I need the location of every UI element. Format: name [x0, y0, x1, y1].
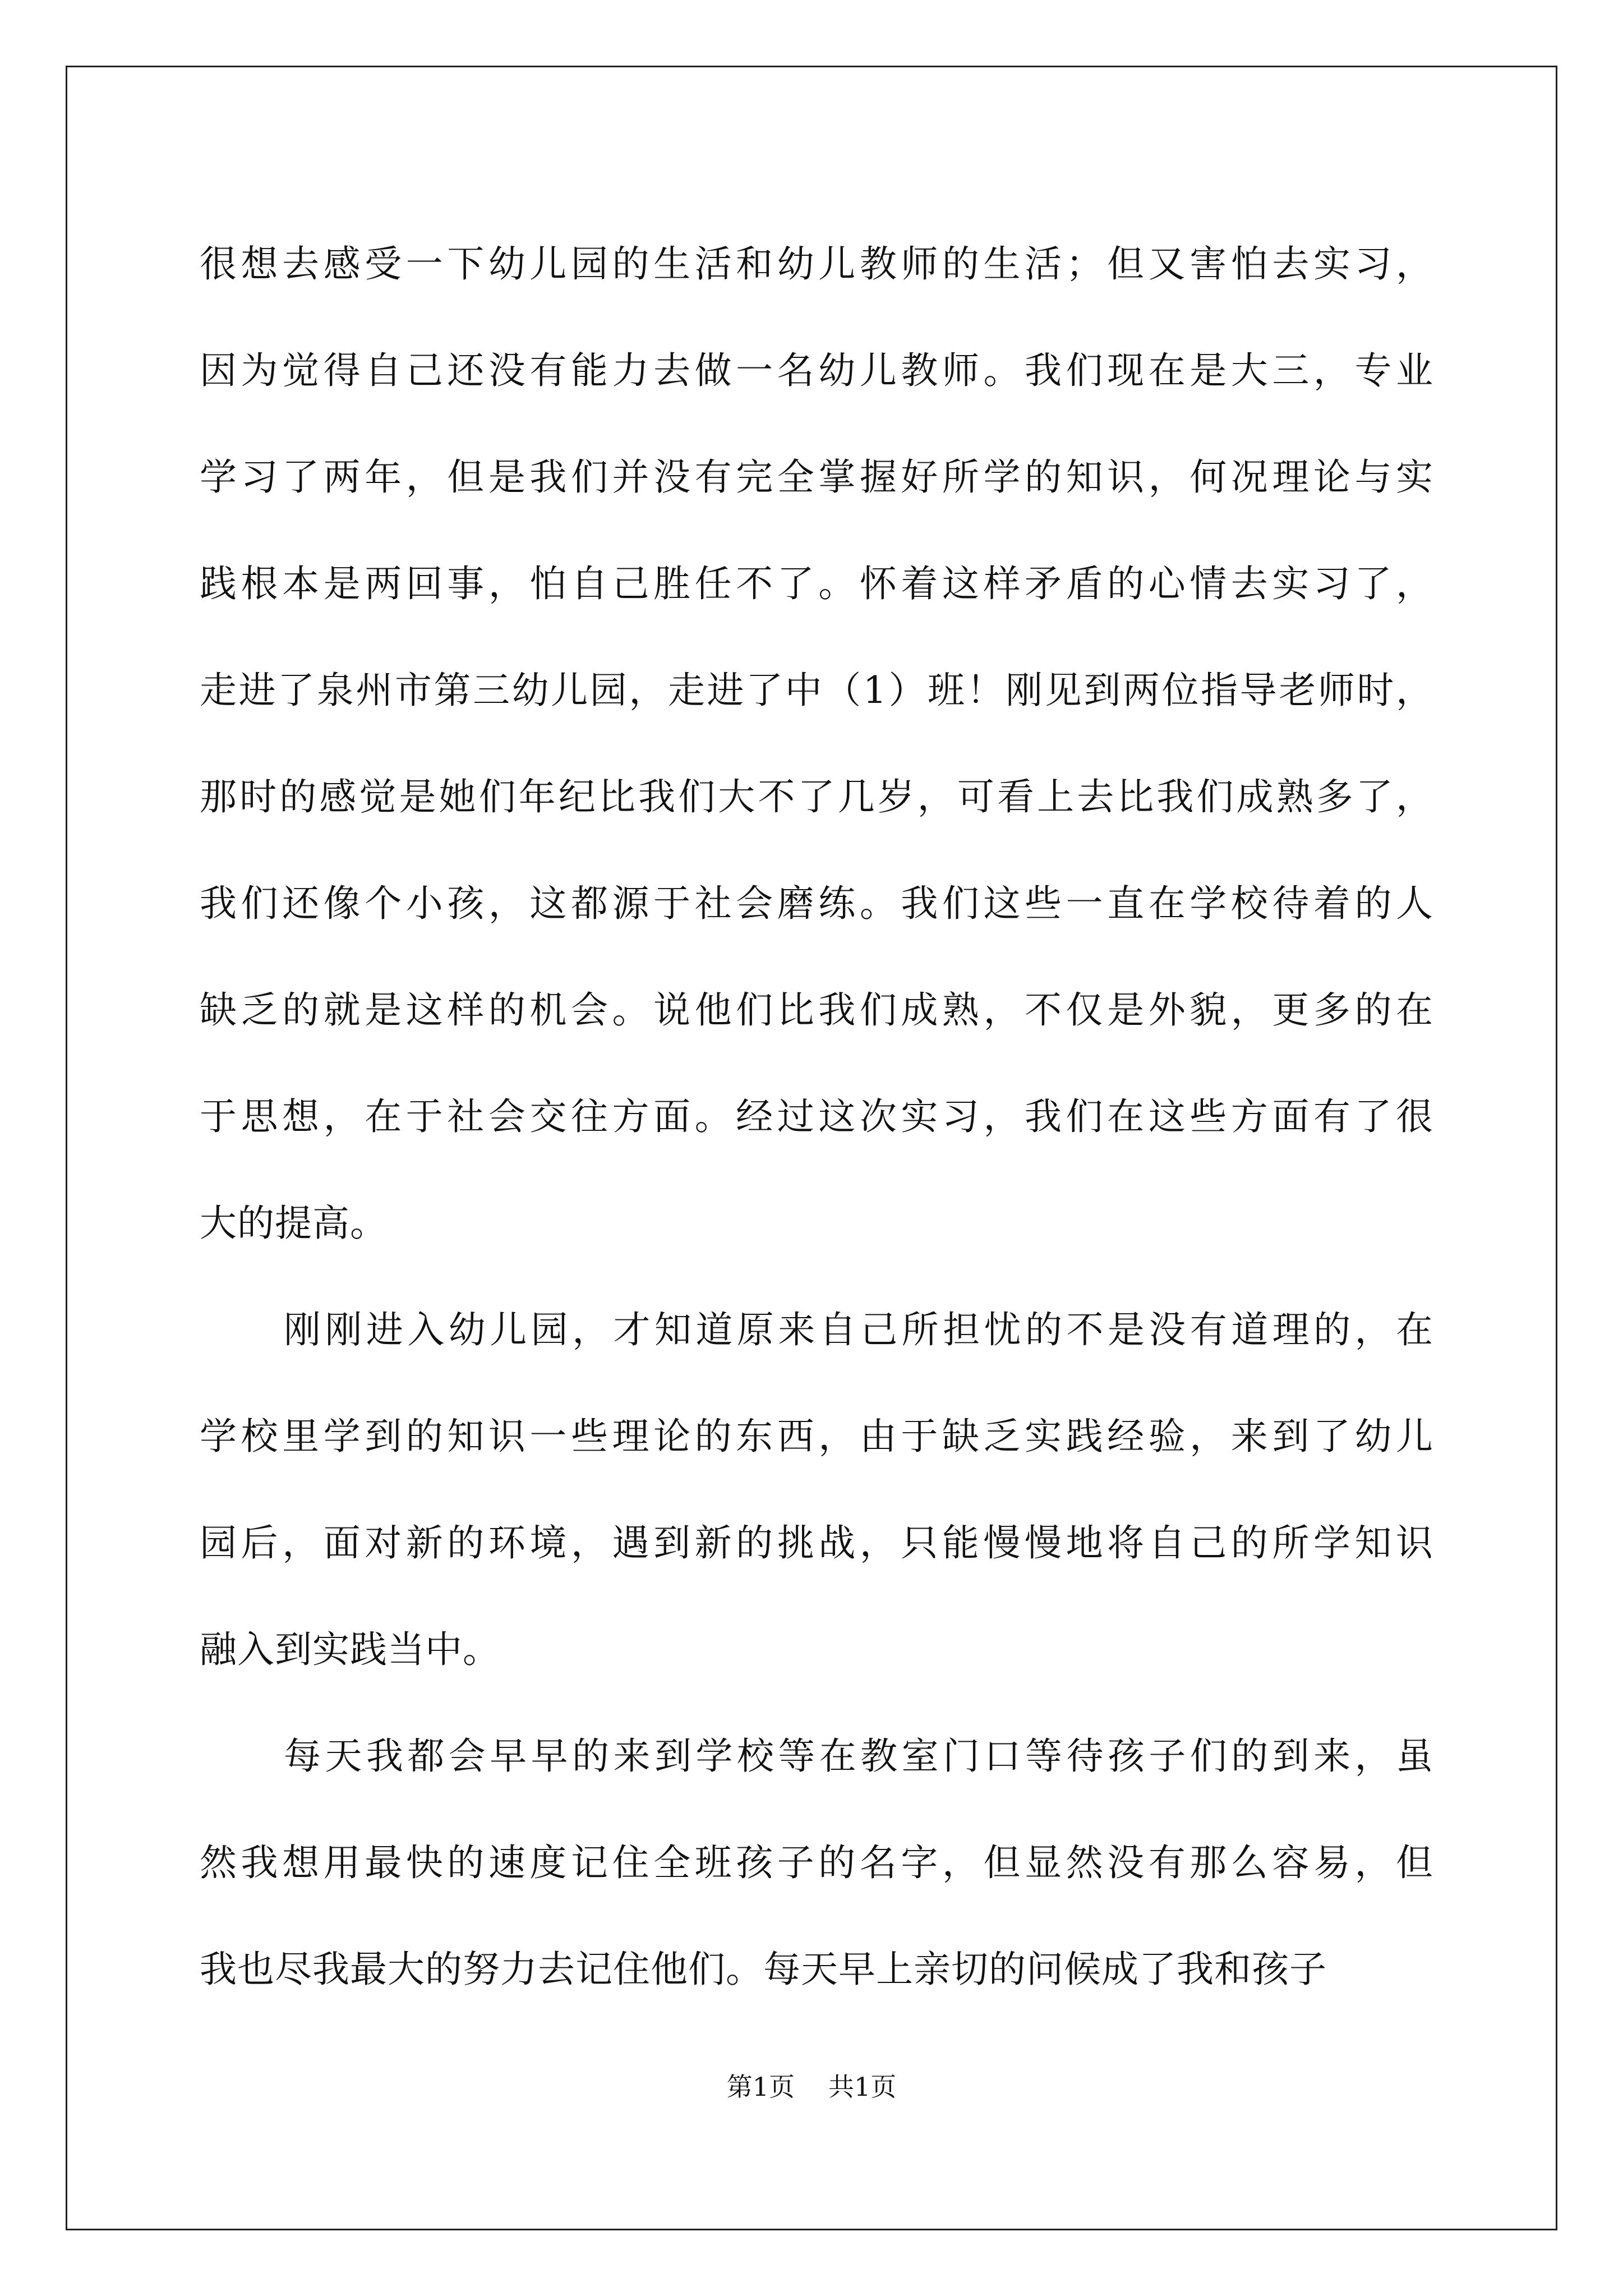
paragraph-line: 大的提高。 — [200, 1202, 388, 1245]
paragraph-line: 融入到实践当中。 — [200, 1628, 500, 1671]
paragraph-line: 因为觉得自己还没有能力去做一名幼儿教师。我们现在是大三，专业 — [200, 349, 1433, 392]
paragraph-line: 学校里学到的知识一些理论的东西，由于缺乏实践经验，来到了幼儿 — [200, 1415, 1433, 1458]
document-body — [200, 211, 1433, 2023]
paragraph-line: 于思想，在于社会交往方面。经过这次实习，我们在这些方面有了很 — [200, 1095, 1433, 1138]
paragraph-line: 那时的感觉是她们年纪比我们大不了几岁，可看上去比我们成熟多了， — [200, 775, 1433, 818]
paragraph-line: 践根本是两回事，怕自己胜任不了。怀着这样矛盾的心情去实习了， — [200, 562, 1433, 605]
paragraph-line: 每天我都会早早的来到学校等在教室门口等待孩子们的到来，虽 — [284, 1734, 1433, 1778]
paragraph-line: 园后，面对新的环境，遇到新的挑战，只能慢慢地将自己的所学知识 — [200, 1521, 1433, 1565]
page-footer — [0, 2070, 1623, 2104]
paragraph-line: 很想去感受一下幼儿园的生活和幼儿教师的生活；但又害怕去实习， — [200, 242, 1433, 286]
paragraph-line: 缺乏的就是这样的机会。说他们比我们成熟，不仅是外貌，更多的在 — [200, 988, 1433, 1032]
page-number-current: 第1页 — [726, 2072, 795, 2102]
paragraph-line: 学习了两年，但是我们并没有完全掌握好所学的知识，何况理论与实 — [200, 455, 1433, 499]
page-number-total: 共1页 — [828, 2072, 897, 2102]
paragraph-line: 走进了泉州市第三幼儿园，走进了中（1）班！刚见到两位指导老师时， — [200, 669, 1433, 712]
paragraph-line: 我们还像个小孩，这都源于社会磨练。我们这些一直在学校待着的人 — [200, 882, 1433, 925]
paragraph-line: 然我想用最快的速度记住全班孩子的名字，但显然没有那么容易，但 — [200, 1841, 1433, 1884]
paragraph-line: 刚刚进入幼儿园，才知道原来自己所担忧的不是没有道理的，在 — [284, 1308, 1433, 1351]
paragraph-line: 我也尽我最大的努力去记住他们。每天早上亲切的问候成了我和孩子 — [200, 1948, 1327, 1991]
